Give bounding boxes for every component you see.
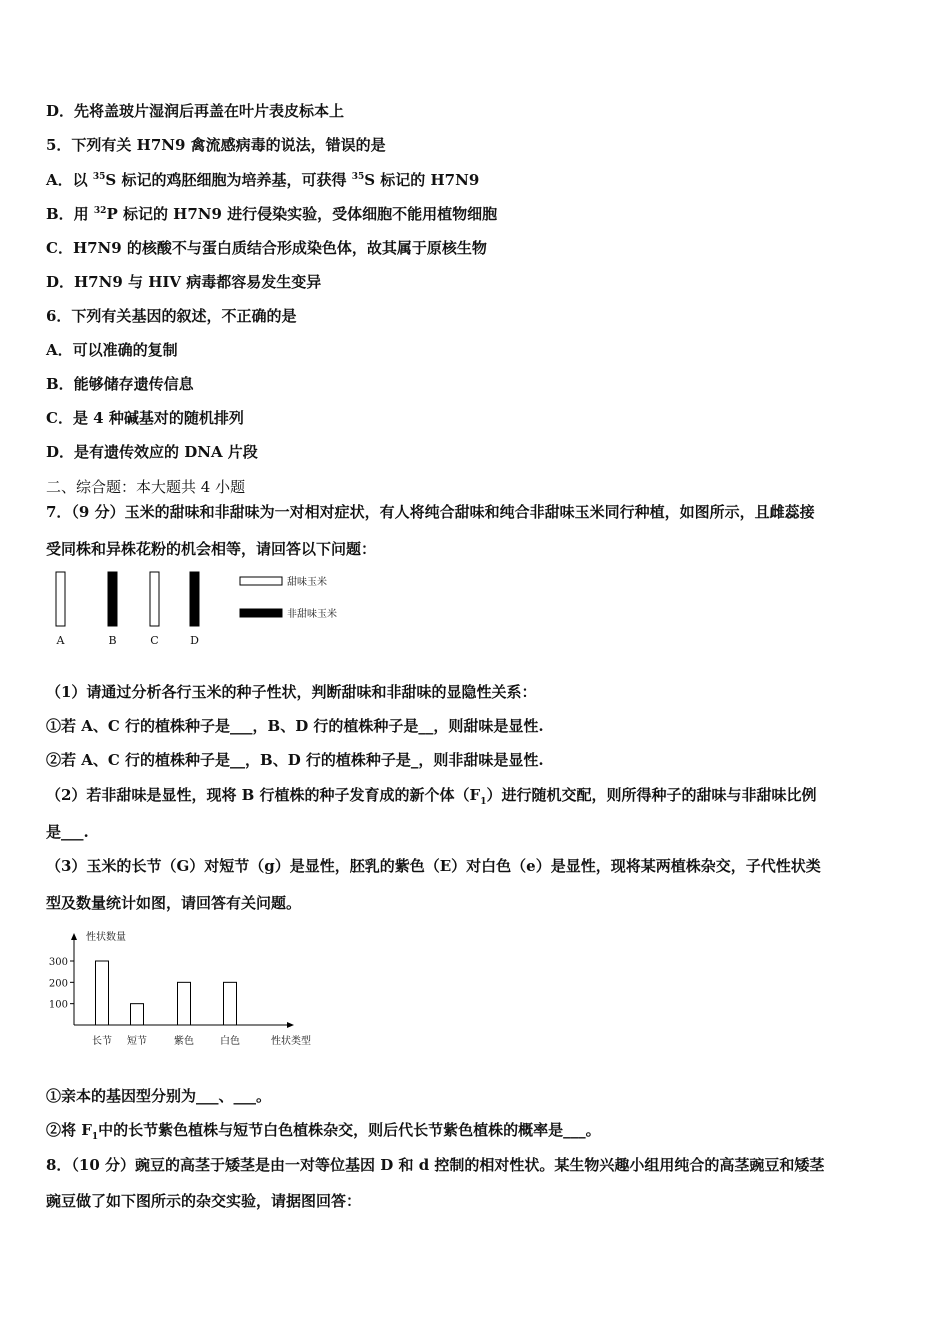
q6-option-c: C．是 4 种碱基对的随机排列 [46,409,244,427]
x-axis-arrow [287,1022,294,1028]
q6-option-a: A．可以准确的复制 [46,341,178,359]
option-d-q4: D．先将盖玻片湿润后再盖在叶片表皮标本上 [46,102,345,120]
q5-option-d: D．H7N9 与 HIV 病毒都容易发生变异 [46,273,322,291]
row-D-label: D [190,634,199,647]
y-axis-title: 性状数量 [86,932,126,943]
q5-option-b: B．用 $^{32}$P 标记的 H7N9 进行侵染实验，受体细胞不能用植物细胞 [46,205,498,223]
part-1: （1）请通过分析各行玉米的种子性状，判断甜味和非甜味的显隐性关系： [46,683,537,701]
part-3-line-1: （3）玉米的长节（G）对短节（g）是显性，胚乳的紫色（E）对白色（e）是显性，现将某两植株杂交，子代性状类 [46,857,821,875]
bar-白色 [224,982,237,1025]
part-3-sub-2: ②将 $F_1$中的长节紫色植株与短节白色植株杂交，则后代长节紫色植株的概率是___。 [46,1121,601,1142]
bar-短节 [131,1004,144,1025]
legend-swatch-0 [240,577,282,585]
question-8-line-2: 豌豆做了如下图所示的杂交实验，请据图回答： [46,1192,362,1210]
x-tick-label-2: 紫色 [174,1036,194,1047]
question-5: 5．下列有关 H7N9 禽流感病毒的说法，错误的是 [46,136,386,154]
q5-option-c: C．H7N9 的核酸不与蛋白质结合形成染色体，故其属于原核生物 [46,239,487,257]
x-axis-title: 性状类型 [271,1036,311,1047]
row-C-bar [150,572,159,626]
trait-bar-chart [48,925,323,1050]
y-axis-arrow [71,933,77,940]
row-B-label: B [108,634,117,647]
part-1-case-1: ①若 A、C 行的植株种子是___，B、D 行的植株种子是__，则甜味是显性. [46,717,544,735]
row-C-label: C [150,634,159,647]
q5-option-a: A．以 $^{35}$S 标记的鸡胚细胞为培养基，可获得 $^{35}$S 标记的 H7N9 [46,171,480,189]
part-2-line-1: （2）若非甜味是显性，现将 B 行植株的种子发育成的新个体$(F_1)$进行随机交配，则所得种子的甜味与非甜味比例 [46,786,817,807]
x-tick-label-0: 长节 [92,1036,112,1047]
part-3-line-2: 型及数量统计如图，请回答有关问题。 [46,894,302,912]
bar-紫色 [178,982,191,1025]
y-tick-label-100: 100 [48,999,68,1011]
row-A-label: A [56,634,65,647]
legend-label-1: 非甜味玉米 [287,609,337,620]
legend-swatch-1 [240,609,282,617]
legend-label-0: 甜味玉米 [287,577,327,588]
question-6: 6．下列有关基因的叙述，不正确的是 [46,307,297,325]
question-7-line-2: 受同株和异株花粉的机会相等，请回答以下问题： [46,540,377,558]
y-tick-label-300: 300 [48,957,68,968]
bar-长节 [96,961,109,1025]
row-B-bar [108,572,117,626]
row-D-bar [190,572,199,626]
row-A-bar [56,572,65,626]
y-tick-label-200: 200 [48,978,68,990]
question-7-line-1: 7．（9 分）玉米的甜味和非甜味为一对相对症状，有人将纯合甜味和纯合非甜味玉米同行种植，如图所示，且雌蕊接 [46,503,815,521]
q6-option-d: D．是有遗传效应的 DNA 片段 [46,443,258,461]
q6-option-b: B．能够储存遗传信息 [46,375,194,393]
question-8-line-1: 8．（10 分）豌豆的高茎于矮茎是由一对等位基因 D 和 d 控制的相对性状。某生物兴趣小组用纯合的高茎豌豆和矮茎 [46,1156,825,1174]
part-1-case-2: ②若 A、C 行的植株种子是__，B、D 行的植株种子是_，则非甜味是显性. [46,751,544,769]
section-2-heading: 二、综合题：本大题共 4 小题 [46,478,246,496]
part-2-line-2: 是___. [46,823,89,841]
x-tick-label-3: 白色 [220,1036,240,1047]
corn-rows-figure [50,568,360,650]
x-tick-label-1: 短节 [127,1036,147,1047]
part-3-sub-1: ①亲本的基因型分别为___、___。 [46,1087,272,1105]
